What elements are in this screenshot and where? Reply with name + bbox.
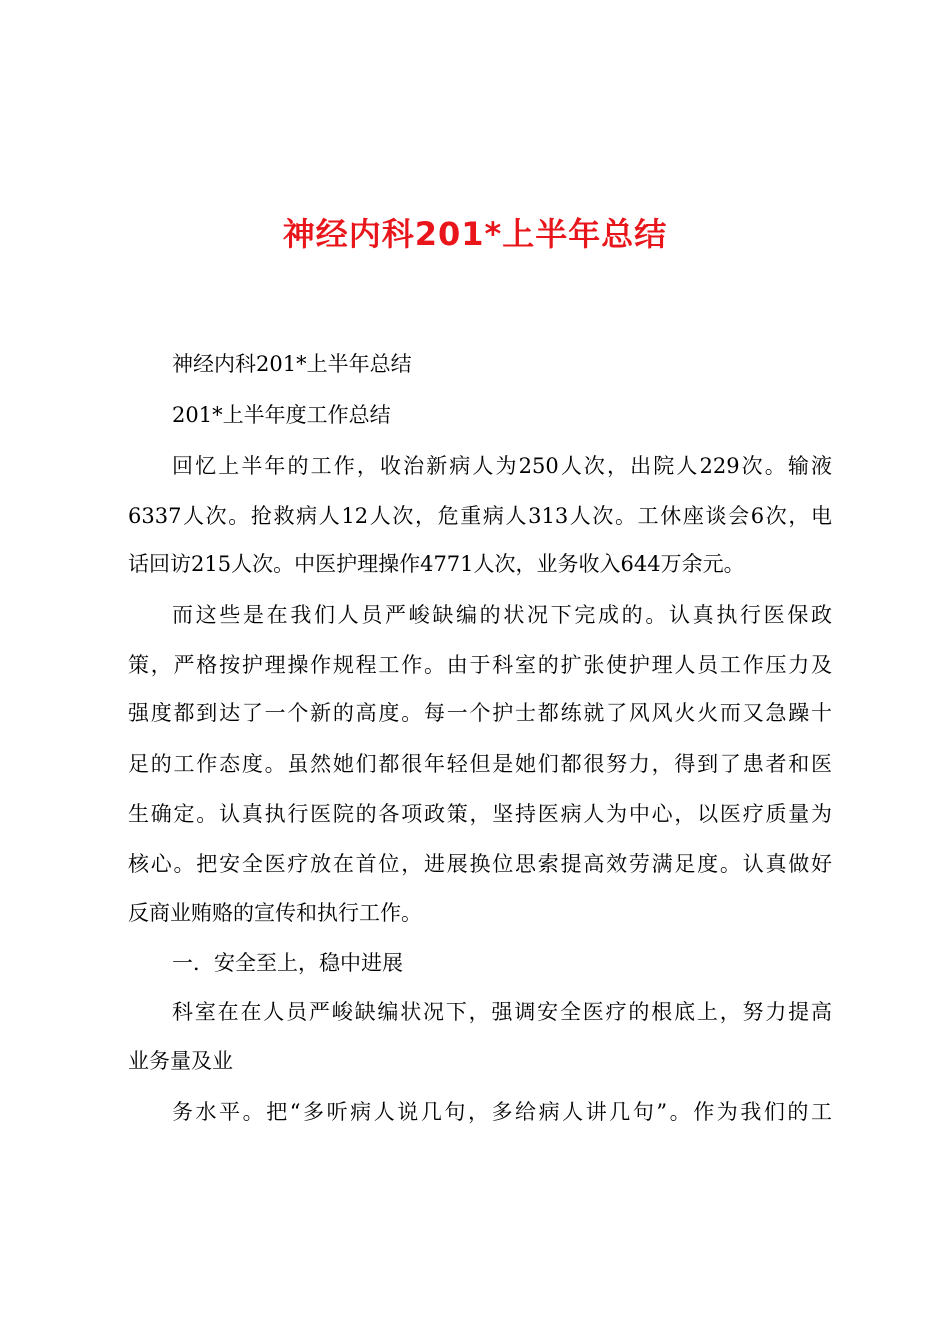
- section-heading: 201*上半年度工作总结: [172, 403, 391, 427]
- paragraph-1-line-1: 回忆上半年的工作，收治新病人为250人次，出院人229次。输液: [172, 454, 832, 478]
- paragraph-3-line-2: 业务量及业: [128, 1049, 233, 1073]
- paragraph-2-line-3: 强度都到达了一个新的高度。每一个护士都练就了风风火火而又急躁十: [128, 701, 832, 725]
- paragraph-2-line-1: 而这些是在我们人员严峻缺编的状况下完成的。认真执行医保政: [172, 603, 832, 627]
- paragraph-3-line-1: 科室在在人员严峻缺编状况下，强调安全医疗的根底上，努力提高: [172, 1000, 832, 1024]
- paragraph-2-line-2: 策，严格按护理操作规程工作。由于科室的扩张使护理人员工作压力及: [128, 653, 832, 677]
- paragraph-2-line-6: 核心。把安全医疗放在首位，进展换位思索提高效劳满足度。认真做好: [128, 852, 832, 876]
- paragraph-1-line-3: 话回访215人次。中医护理操作4771人次，业务收入644万余元。: [128, 552, 745, 576]
- section-heading-safety: 一．安全至上，稳中进展: [172, 951, 403, 975]
- paragraph-2-line-7: 反商业贿赂的宣传和执行工作。: [128, 901, 422, 925]
- paragraph-4-line-1: 务水平。把“多听病人说几句，多给病人讲几句”。作为我们的工: [172, 1100, 832, 1124]
- paragraph-2-line-4: 足的工作态度。虽然她们都很年轻但是她们都很努力，得到了患者和医: [128, 752, 832, 776]
- paragraph-2-line-5: 生确定。认真执行医院的各项政策，坚持医病人为中心，以医疗质量为: [128, 802, 832, 826]
- subtitle-line: 神经内科201*上半年总结: [172, 352, 412, 376]
- paragraph-1-line-2: 6337人次。抢救病人12人次，危重病人313人次。工休座谈会6次，电: [128, 504, 832, 528]
- document-title: 神经内科201*上半年总结: [282, 215, 668, 253]
